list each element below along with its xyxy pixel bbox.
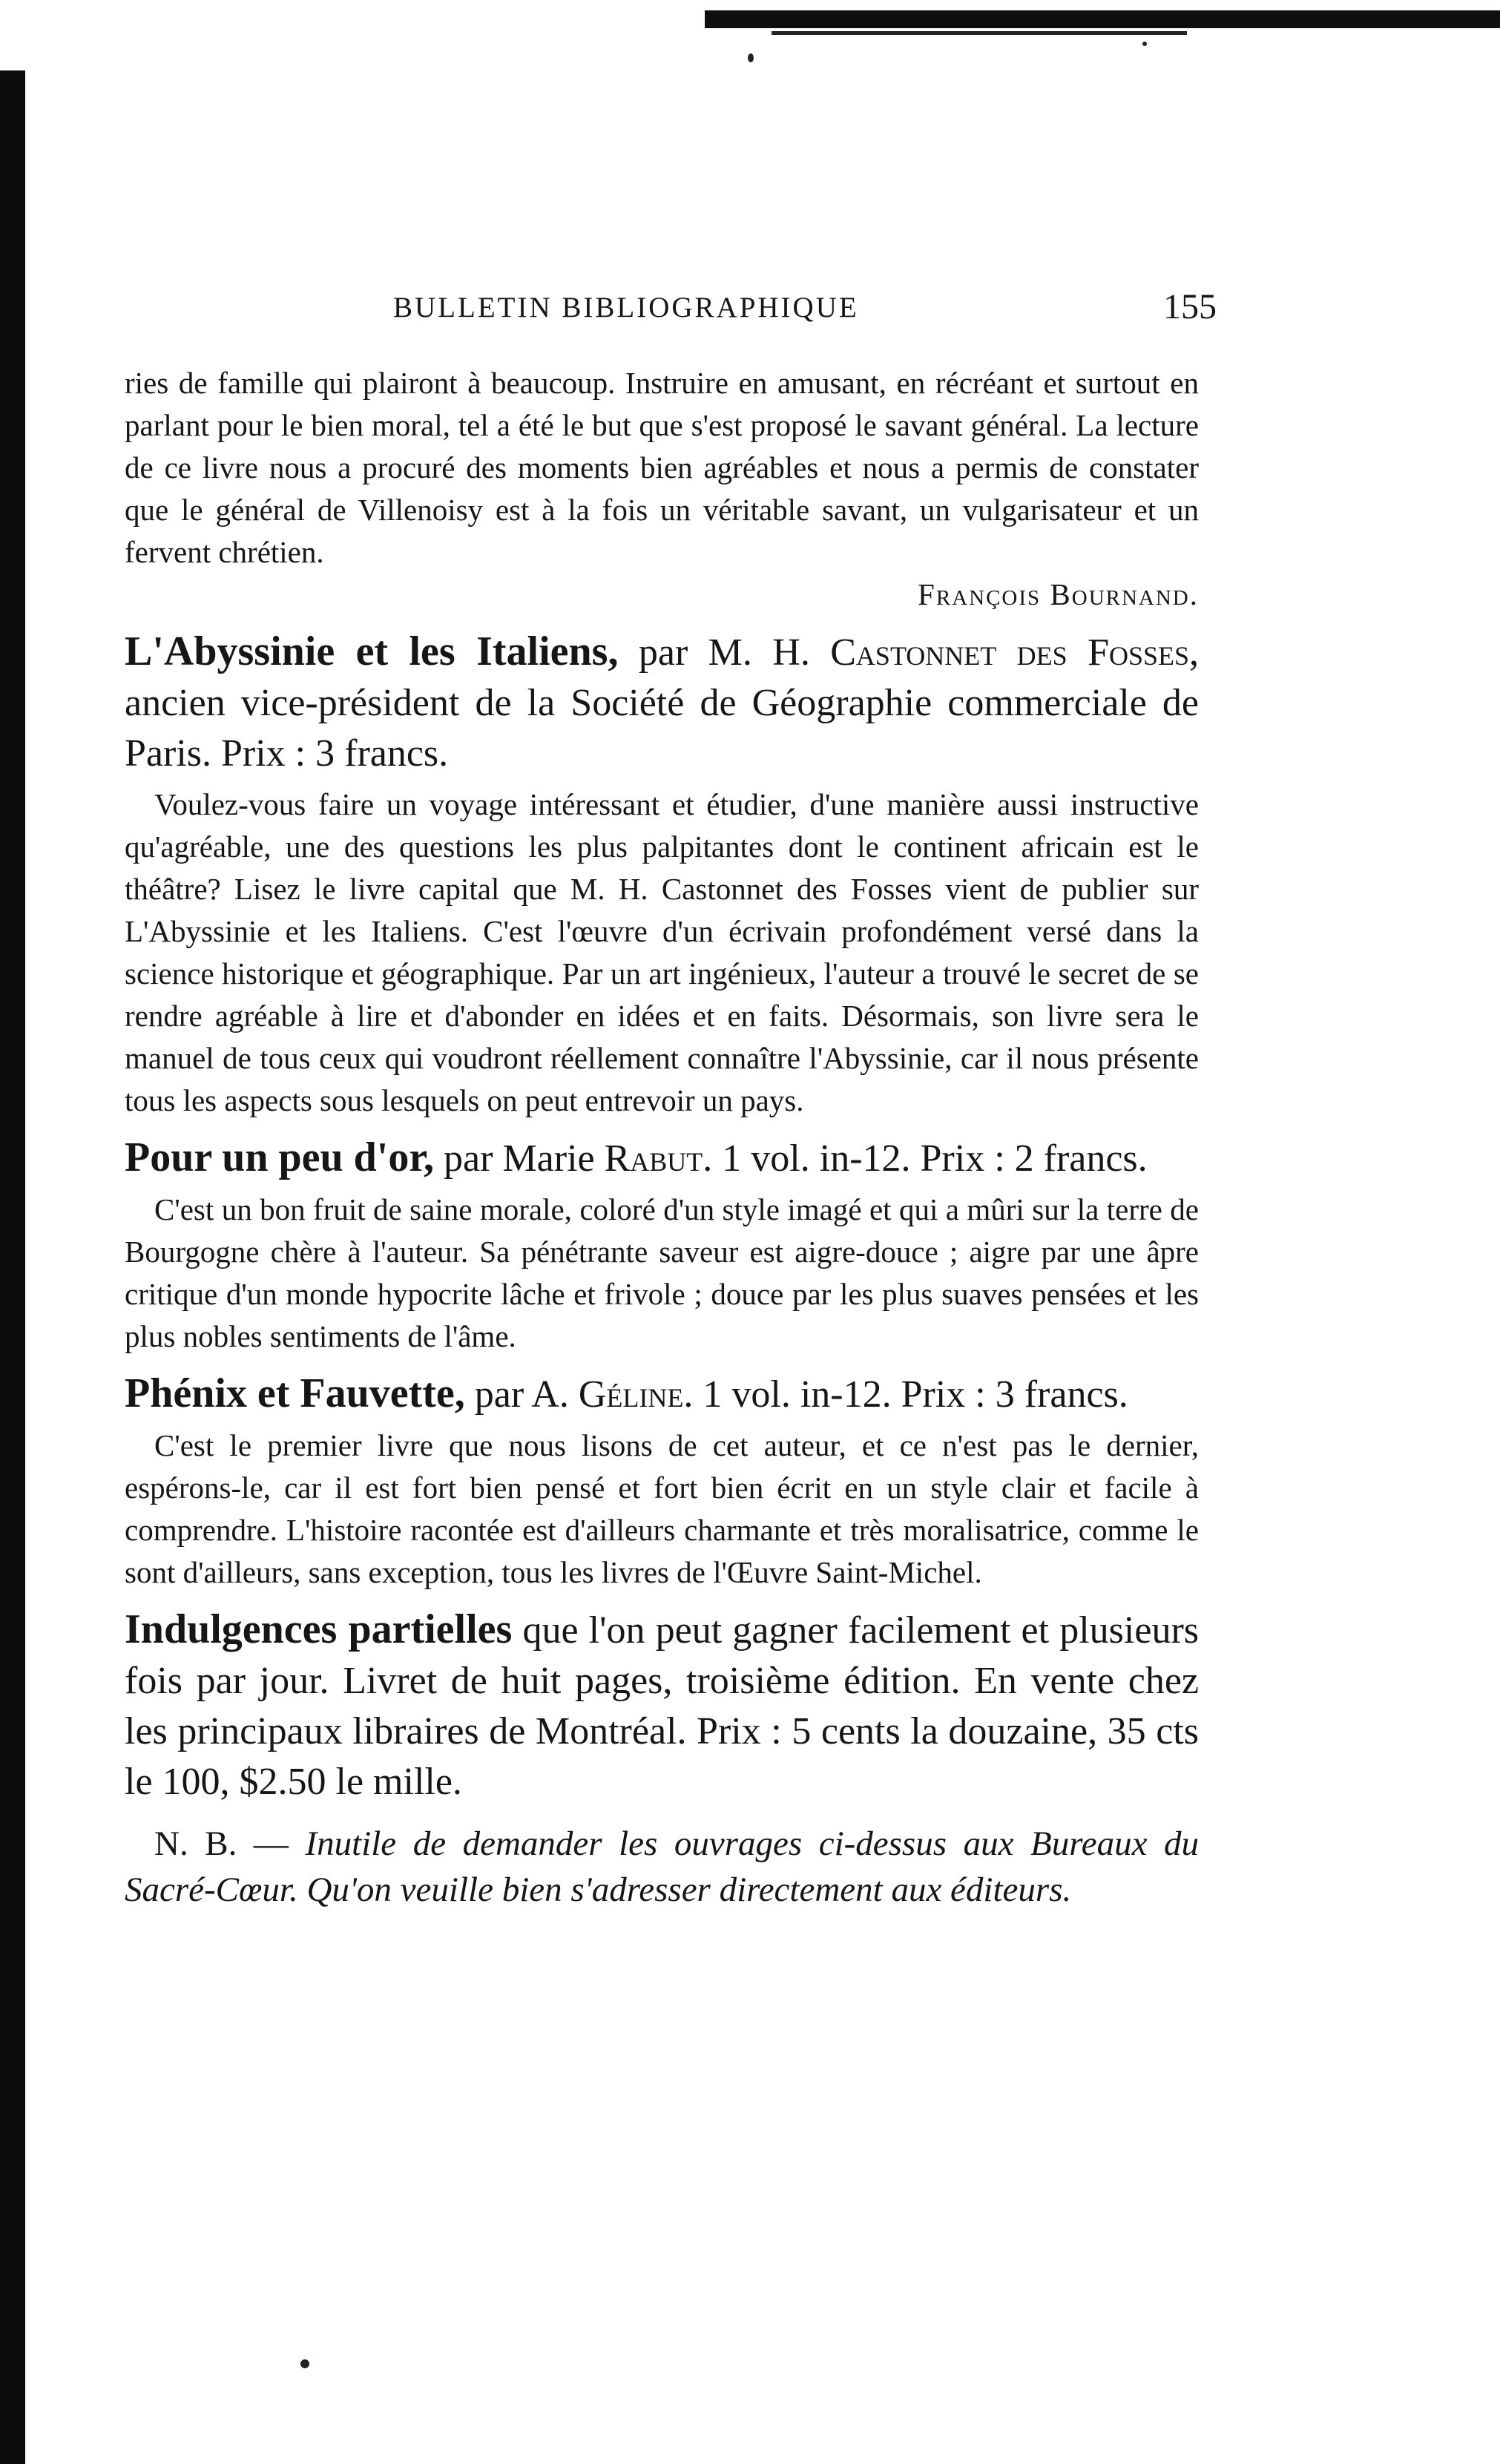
entry-body: ries de famille qui plairont à beaucoup. Instruire en amusant, en récréant et surtout en parlant pour le bien moral, tel a été le but que s'est proposé le savant général. La lecture de ce livre nous a procuré des moments bien agréables et nous a permis de constater que le général de Villenoisy est à la fois un véritable savant, un vulgarisateur et un fervent chrétien.	[125, 366, 1199, 569]
book-title: L'Abyssinie et les Italiens,	[125, 628, 619, 674]
entry-body: Voulez-vous faire un voyage intéressant et étudier, d'une manière aussi instructive qu'agréable, une des questions les plus palpitantes dont le continent africain est le théâtre? Lisez le livre capital que M. H. Castonnet des Fosses vient de publier sur L'Abyssinie et les Italiens. C'est l'œuvre d'un écrivain profondément versé dans la science historique et géographique. Par un art ingénieux, l'auteur a trouvé le secret de se rendre agréable à lire et d'abonder en idées et en faits. Désormais, son livre sera le manuel de tous ceux qui voudront réellement connaître l'Abyssinie, car il nous présente tous les aspects sous lesquels on peut entrevoir un pays.	[125, 787, 1199, 1117]
review-signature: François Bournand.	[918, 577, 1199, 611]
nb-text: Inutile de demander les ouvrages ci-dessus aux Bureaux du Sacré-Cœur. Qu'on veuille bien s'adresser directement aux éditeurs.	[125, 1824, 1200, 1909]
entry-heading	[125, 1132, 1199, 1184]
scan-top-rule	[705, 10, 1500, 28]
entry-body: C'est le premier livre que nous lisons de cet auteur, et ce n'est pas le dernier, espérons-le, car il est fort bien pensé et fort bien écrit en un style clair et facile à comprendre. L'histoire racontée est d'ailleurs charmante et très moralisatrice, comme le sont d'ailleurs, sans exception, tous les livres de l'Œuvre Saint-Michel.	[125, 1428, 1199, 1589]
book-by: par M. H.	[638, 631, 810, 674]
page-header	[393, 287, 1217, 335]
book-details: 1 vol. in-12. Prix : 2 francs.	[722, 1137, 1148, 1180]
book-author: Castonnet des Fosses,	[830, 631, 1200, 674]
scan-border	[0, 70, 25, 2464]
scan-speck	[300, 2359, 309, 2368]
book-title: Indulgences partielles	[125, 1606, 513, 1652]
entry-heading	[125, 626, 1199, 779]
page-number: 155	[1163, 287, 1217, 326]
entry-body: C'est un bon fruit de saine morale, coloré d'un style imagé et qui a mûri sur la terre de Bourgogne chère à l'auteur. Sa pénétrante saveur est aigre-douce ; aigre par une âpre critique d'un monde hypocrite lâche et frivole ; douce par les plus suaves pensées et les plus nobles sentiments de l'âme.	[125, 1192, 1199, 1353]
signature-line	[125, 574, 1199, 616]
book-title: Pour un peu d'or,	[125, 1134, 435, 1180]
book-by: par A.	[474, 1373, 569, 1416]
book-details: que l'on peut gagner facilement et plusieurs fois par jour. Livret de huit pages, troisième édition. En vente chez les principaux libraires de Montréal. Prix : 5 cents la douzaine, 35 cts le 100, $2.50 le mille.	[125, 1609, 1199, 1803]
book-details: 1 vol. in-12. Prix : 3 francs.	[703, 1373, 1128, 1416]
book-author: Rabut.	[604, 1137, 713, 1180]
book-details: ancien vice-président de la Société de Géographie commerciale de Paris. Prix : 3 francs.	[125, 682, 1199, 775]
nota-bene	[125, 1821, 1199, 1913]
page-content	[125, 362, 1199, 1913]
book-title: Phénix et Fauvette,	[125, 1370, 465, 1416]
book-by: par Marie	[444, 1137, 595, 1180]
nb-label: N. B. —	[154, 1824, 289, 1863]
entry-heading	[125, 1368, 1199, 1420]
running-title: BULLETIN BIBLIOGRAPHIQUE	[393, 292, 859, 323]
entry-heading	[125, 1604, 1199, 1807]
scan-top-rule-thin	[772, 31, 1187, 35]
book-author: Géline.	[578, 1373, 694, 1416]
scan-speck	[1142, 42, 1147, 46]
scan-speck	[748, 53, 754, 62]
